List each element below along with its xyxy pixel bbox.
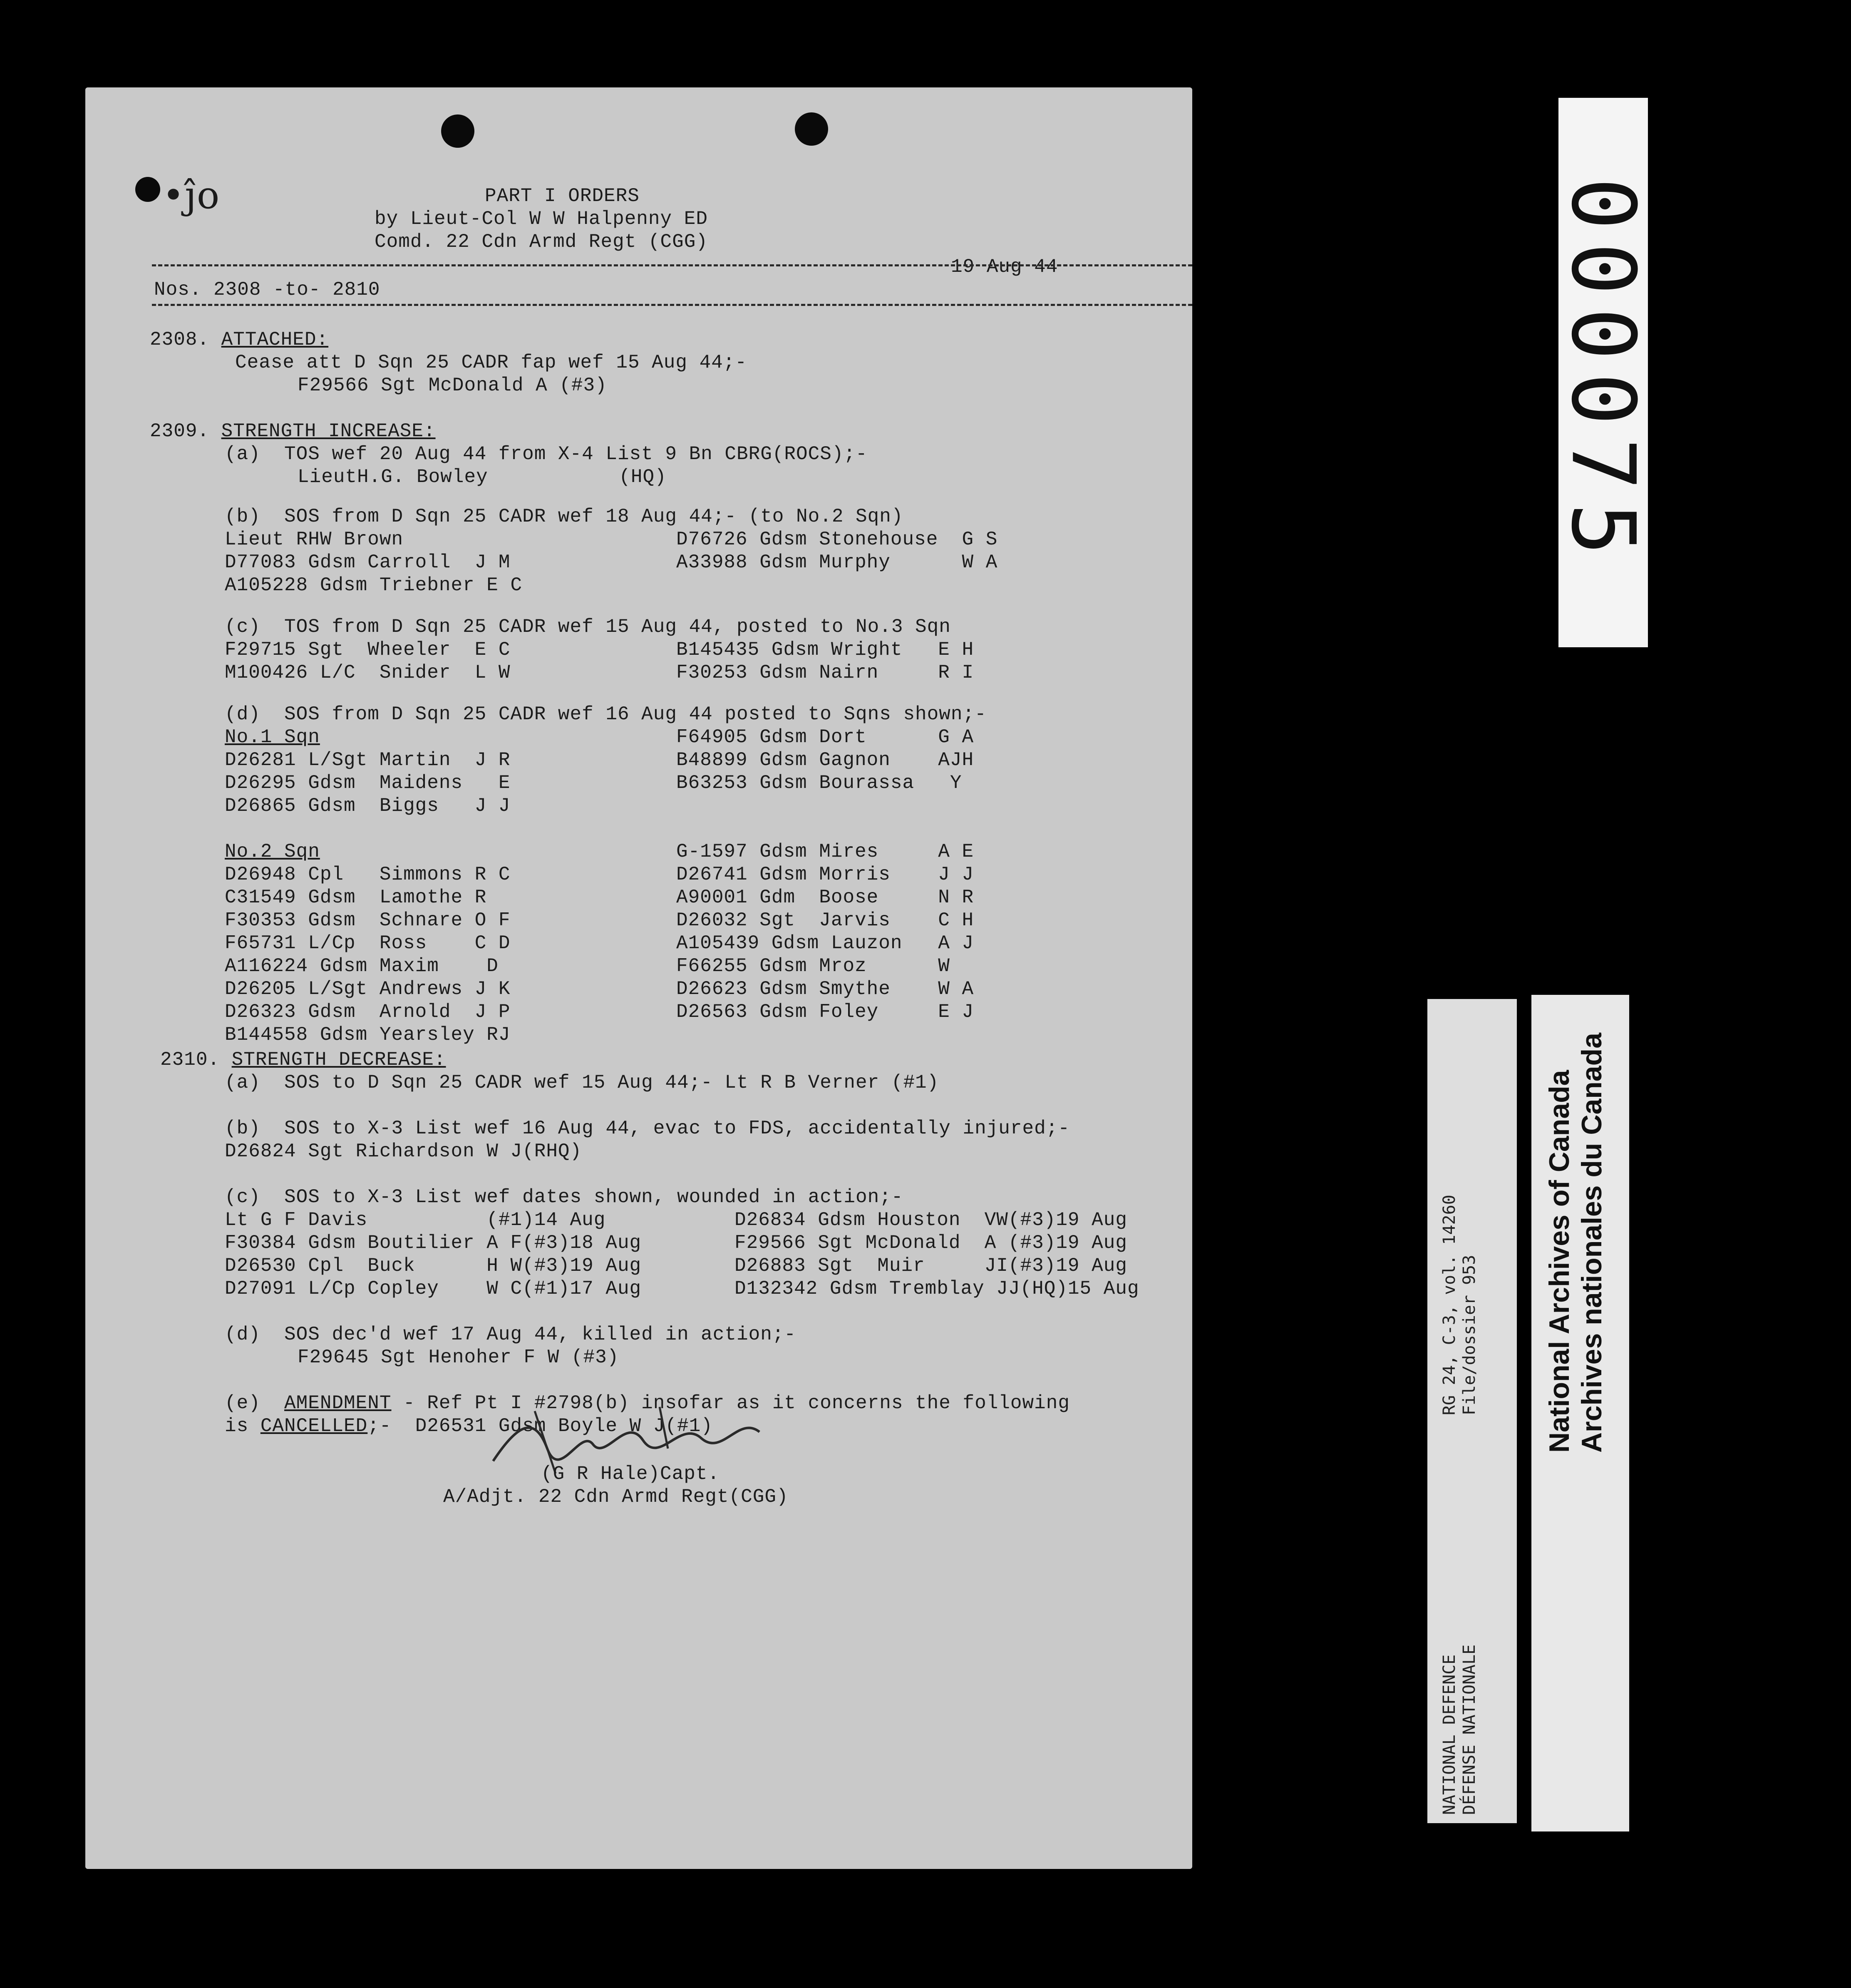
order-line-text: B48899 Gdsm Gagnon AJH [676, 749, 974, 771]
order-line [298, 375, 607, 396]
order-line-text: (e) [225, 1392, 285, 1414]
order-line-text: 2308. [150, 329, 221, 350]
order-line-heading: STRENGTH DECREASE: [231, 1049, 446, 1071]
order-line [225, 726, 320, 748]
order-line-text: F65731 L/Cp Ross C D [225, 932, 511, 954]
order-line [676, 749, 974, 771]
order-line-heading: No.2 Sqn [225, 841, 320, 862]
frame-number-strip [1552, 98, 1654, 647]
order-line [298, 466, 667, 488]
signatory-title: A/Adjt. 22 Cdn Armd Regt(CGG) [443, 1486, 789, 1508]
dept-name: NATIONAL DEFENCE [1440, 1654, 1459, 1815]
order-line [676, 662, 974, 683]
order-date: 19 Aug 44 [951, 256, 1058, 278]
order-line-text: 2310. [160, 1049, 232, 1071]
order-line-text: Lieut RHW Brown [225, 529, 404, 550]
order-line [225, 1024, 511, 1046]
order-line-text: (a) SOS to D Sqn 25 CADR wef 15 Aug 44;- Lt R B Verner (#1) [225, 1072, 939, 1093]
document-sheet [85, 87, 1192, 1869]
order-line-text: A116224 Gdsm Maxim D [225, 955, 499, 977]
order-line [734, 1278, 1139, 1300]
order-line [225, 749, 511, 771]
order-line [150, 420, 436, 442]
order-line [676, 841, 974, 862]
order-line-text: D26530 Cpl Buck H W(#3)19 Aug [225, 1255, 642, 1277]
order-line-text: LieutH.G. Bowley (HQ) [298, 466, 667, 488]
order-line [225, 616, 951, 638]
order-line [225, 1186, 903, 1208]
archive-name-en: National Archives of Canada [1543, 1070, 1575, 1453]
order-line [225, 772, 511, 794]
order-line-text: F30384 Gdsm Boutilier A F(#3)18 Aug [225, 1232, 642, 1254]
order-line [676, 978, 974, 1000]
order-line [225, 574, 522, 596]
order-line [225, 1001, 511, 1023]
order-line [676, 726, 974, 748]
header-rule [152, 304, 1192, 306]
order-line [150, 329, 328, 350]
order-line-text: A105439 Gdsm Lauzon A J [676, 932, 974, 954]
order-line-text: (d) SOS dec'd wef 17 Aug 44, killed in action;- [225, 1324, 796, 1345]
punch-hole [135, 177, 160, 202]
order-line-text: (c) SOS to X-3 List wef dates shown, wounded in action;- [225, 1186, 903, 1208]
order-line [676, 887, 974, 908]
order-line [676, 932, 974, 954]
order-line [225, 932, 511, 954]
frame-number: 000075 [1552, 177, 1654, 568]
order-line [225, 1141, 582, 1162]
order-line-text: A105228 Gdsm Triebner E C [225, 574, 523, 596]
order-line-text: (c) TOS from D Sqn 25 CADR wef 15 Aug 44, posted to No.3 Sqn [225, 616, 951, 638]
order-line-text: (d) SOS from D Sqn 25 CADR wef 16 Aug 44 posted to Sqns shown;- [225, 703, 987, 725]
order-line [225, 1255, 641, 1277]
archive-name-fr: Archives nationales du Canada [1576, 1033, 1608, 1453]
order-line [676, 529, 997, 550]
order-line [225, 1118, 1070, 1139]
punch-hole [441, 114, 474, 148]
order-line [225, 662, 511, 683]
order-numbers: Nos. 2308 -to- 2810 [154, 279, 380, 301]
order-line-text: D27091 L/Cp Copley W C(#1)17 Aug [225, 1278, 642, 1300]
order-line-heading: STRENGTH INCREASE: [221, 420, 436, 442]
file-ref: File/dossier 953 [1460, 1255, 1479, 1415]
order-line-text: 2309. [150, 420, 221, 442]
order-line [225, 795, 511, 817]
record-group-ref: RG 24, C-3, vol. 14260 [1440, 1195, 1459, 1415]
order-line-text: D26948 Cpl Simmons R C [225, 864, 511, 885]
issued-by: by Lieut-Col W W Halpenny ED [375, 208, 708, 230]
order-line [676, 552, 997, 573]
order-line [225, 978, 511, 1000]
order-line [225, 639, 511, 661]
order-line [734, 1232, 1127, 1254]
signatory-name: (G R Hale)Capt. [541, 1463, 720, 1485]
order-line-text: is [225, 1415, 261, 1437]
order-line [298, 1347, 619, 1368]
corner-mark: •ĵo [162, 174, 220, 217]
header-rule [152, 264, 1192, 266]
order-line [225, 955, 499, 977]
order-line-text: D26032 Sgt Jarvis C H [676, 910, 974, 931]
order-line-heading: ATTACHED: [221, 329, 329, 350]
order-line-text: (b) SOS to X-3 List wef 16 Aug 44, evac to FDS, accidentally injured;- [225, 1118, 1070, 1139]
order-line-text: D26865 Gdsm Biggs J J [225, 795, 511, 817]
order-line-text: D26741 Gdsm Morris J J [676, 864, 974, 885]
order-line-text: F30353 Gdsm Schnare O F [225, 910, 511, 931]
order-line [225, 864, 511, 885]
order-line [225, 1324, 796, 1345]
dept-name-fr: DÉFENSE NATIONALE [1460, 1644, 1479, 1815]
order-line-heading: AMENDMENT [284, 1392, 392, 1414]
order-line [225, 887, 486, 908]
order-line-text: F29715 Sgt Wheeler E C [225, 639, 511, 661]
order-line-text: F29645 Sgt Henoher F W (#3) [298, 1347, 619, 1368]
order-line-text: D26834 Gdsm Houston VW(#3)19 Aug [734, 1209, 1127, 1231]
order-line-text: M100426 L/C Snider L W [225, 662, 511, 683]
order-line [225, 703, 987, 725]
order-line [676, 910, 974, 931]
order-line-heading: No.1 Sqn [225, 726, 320, 748]
order-line [734, 1255, 1127, 1277]
order-line [225, 443, 868, 465]
order-line-text: D77083 Gdsm Carroll J M [225, 552, 511, 573]
order-line-text: F66255 Gdsm Mroz W [676, 955, 950, 977]
archive-reference-label [1427, 999, 1517, 1823]
commander-unit: Comd. 22 Cdn Armd Regt (CGG) [375, 231, 708, 253]
order-line-text: ;- D26531 Gdsm Boyle W J(#1) [367, 1415, 713, 1437]
order-line [225, 1232, 641, 1254]
order-line [235, 352, 747, 373]
order-line-text: B63253 Gdsm Bourassa Y [676, 772, 962, 794]
order-line-text: - Ref Pt I #2798(b) insofar as it concerns the following [391, 1392, 1070, 1414]
order-line-text: F30253 Gdsm Nairn R I [676, 662, 974, 683]
order-line [676, 864, 974, 885]
order-line-text: D26205 L/Sgt Andrews J K [225, 978, 511, 1000]
punch-hole [795, 112, 828, 146]
order-line [225, 910, 511, 931]
order-line [734, 1209, 1127, 1231]
order-line [160, 1049, 446, 1071]
order-line-text: (a) TOS wef 20 Aug 44 from X-4 List 9 Bn CBRG(ROCS);- [225, 443, 868, 465]
order-line-text: A90001 Gdm Boose N R [676, 887, 974, 908]
order-line-text: D76726 Gdsm Stonehouse G S [676, 529, 998, 550]
order-line-text: Cease att D Sqn 25 CADR fap wef 15 Aug 44;- [235, 352, 747, 373]
order-line-text: G-1597 Gdsm Mires A E [676, 841, 974, 862]
order-line [676, 772, 962, 794]
order-line [676, 1001, 974, 1023]
order-line-text: D26281 L/Sgt Martin J R [225, 749, 511, 771]
order-line-text: D26295 Gdsm Maidens E [225, 772, 511, 794]
page-title: PART I ORDERS [485, 185, 640, 207]
order-line [225, 506, 903, 527]
order-line-text: D132342 Gdsm Tremblay JJ(HQ)15 Aug [734, 1278, 1139, 1300]
order-line-text: D26883 Sgt Muir JI(#3)19 Aug [734, 1255, 1127, 1277]
order-line [225, 1278, 641, 1300]
order-line [225, 529, 403, 550]
order-line [676, 639, 974, 661]
order-line-text: D26623 Gdsm Smythe W A [676, 978, 974, 1000]
order-line [225, 1072, 939, 1093]
order-line [225, 841, 320, 862]
order-line-text: A33988 Gdsm Murphy W A [676, 552, 998, 573]
order-line [225, 1209, 605, 1231]
order-line-text: F64905 Gdsm Dort G A [676, 726, 974, 748]
order-line-text: D26824 Sgt Richardson W J(RHQ) [225, 1141, 582, 1162]
order-line-text: B144558 Gdsm Yearsley RJ [225, 1024, 511, 1046]
order-line-text: (b) SOS from D Sqn 25 CADR wef 18 Aug 44;- (to No.2 Sqn) [225, 506, 903, 527]
order-line-text: F29566 Sgt McDonald A (#3) [298, 375, 607, 396]
order-line-text: D26563 Gdsm Foley E J [676, 1001, 974, 1023]
order-line-text: F29566 Sgt McDonald A (#3)19 Aug [734, 1232, 1127, 1254]
order-line-text: D26323 Gdsm Arnold J P [225, 1001, 511, 1023]
order-line [676, 955, 950, 977]
archive-name-label [1531, 995, 1629, 1831]
order-line-text: Lt G F Davis (#1)14 Aug [225, 1209, 606, 1231]
order-line-text: B145435 Gdsm Wright E H [676, 639, 974, 661]
order-line-text: C31549 Gdsm Lamothe R [225, 887, 487, 908]
order-line [225, 552, 511, 573]
order-line-heading: CANCELLED [260, 1415, 368, 1437]
